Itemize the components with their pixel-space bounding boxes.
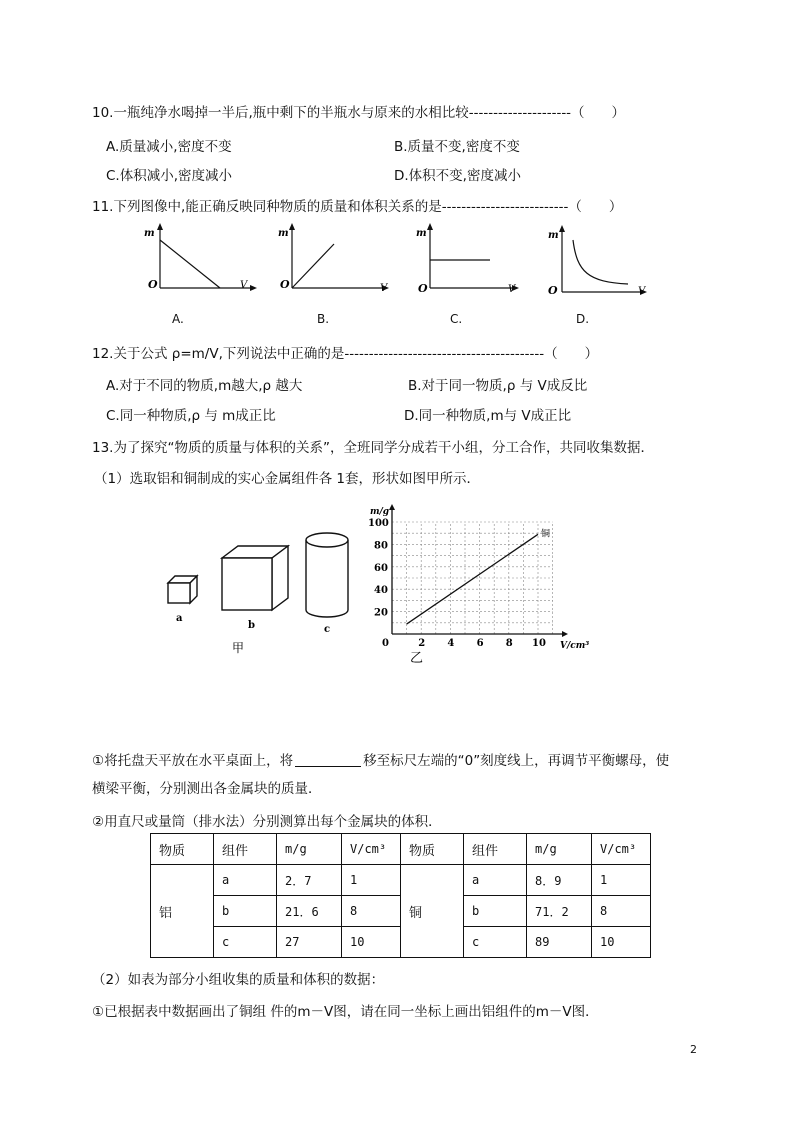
table-cell: 71．2 [527, 896, 592, 927]
table-cell: b [464, 896, 527, 927]
x-tick-label: 2 [418, 638, 426, 649]
x-axis-arrow [562, 631, 568, 637]
q13-step1-after: 移至标尺左端的“0”刻度线上，再调节平衡螺母，使 [363, 753, 670, 769]
q13-stem: 13.为了探究“物质的质量与体积的关系”，全班同学分成若干小组，分工合作，共同收集数据． [92, 440, 654, 456]
q11a-v-label: V [240, 280, 248, 291]
q13-step1 [92, 749, 669, 769]
figure-jia [160, 520, 360, 660]
q11-label-a: A. [172, 312, 184, 326]
q11b-origin-label: O [280, 278, 290, 291]
q11d-v-label: V [638, 286, 646, 297]
q11c-origin-label: O [418, 282, 428, 295]
table-cell: 1 [592, 865, 651, 896]
table-cell: 8 [342, 896, 401, 927]
x-tick-label: 4 [447, 638, 455, 649]
header-cell: m/g [277, 834, 342, 865]
q11-stem: 11.下列图像中,能正确反映同种物质的质量和体积关系的是--------------------------（ ） [92, 199, 623, 215]
y-tick-label: 40 [374, 585, 388, 597]
header-cell: V/cm³ [592, 834, 651, 865]
table-cell: 10 [342, 927, 401, 958]
q11c-m-label: m [416, 228, 427, 239]
q10-option-b: B.质量不变,密度不变 [394, 139, 520, 155]
x-tick-label: 6 [476, 638, 484, 649]
y-tick-label: 80 [374, 540, 388, 552]
answer-blank[interactable] [295, 752, 361, 767]
header-cell: 组件 [464, 834, 527, 865]
q10-option-d: D.体积不变,密度减小 [394, 168, 521, 184]
header-cell: m/g [527, 834, 592, 865]
table-cell: c [214, 927, 277, 958]
series-line-copper [407, 534, 538, 624]
cylinder-c [306, 533, 348, 617]
table-cell: 8．9 [527, 865, 592, 896]
q11b-m-label: m [278, 228, 289, 239]
q13-step1-before: ①将托盘天平放在水平桌面上，将 [92, 753, 294, 769]
q11d-m-label: m [548, 230, 559, 241]
q12-option-d: D.同一种物质,m与 V成正比 [404, 408, 572, 424]
q13-part1: （1）选取铝和铜制成的实心金属组件各 1套，形状如图甲所示． [94, 471, 480, 487]
table-cell: 89 [527, 927, 592, 958]
q10-option-c: C.体积减小,密度减小 [106, 168, 233, 184]
q11d-origin-label: O [548, 284, 558, 297]
table-cell: 1 [342, 865, 401, 896]
cube-b [222, 546, 288, 610]
q10-option-a: A.质量减小,密度不变 [106, 139, 232, 155]
y-tick-label: 100 [368, 518, 389, 529]
q11a-origin-label: O [148, 278, 158, 291]
q11-graph-d [540, 222, 660, 300]
table-cell: 21．6 [277, 896, 342, 927]
page-number: 2 [690, 1043, 697, 1056]
y-axis-arrow [389, 504, 395, 510]
material-cell: 铝 [151, 865, 214, 958]
table-cell: a [464, 865, 527, 896]
cube-a [168, 576, 197, 603]
y-axis-label: m/g [370, 507, 390, 517]
table-cell: b [214, 896, 277, 927]
table-cell: 27 [277, 927, 342, 958]
table-cell: c [464, 927, 527, 958]
table-cell: 8 [592, 896, 651, 927]
q11a-m-label: m [144, 228, 155, 239]
q13-part2-question: ①已根据表中数据画出了铜组 件的m－V图，请在同一坐标上画出铝组件的m－V图． [92, 1004, 599, 1020]
table-cell: a [214, 865, 277, 896]
table-header-row [151, 834, 651, 865]
y-tick-label: 20 [374, 607, 388, 619]
q13-part2: （2）如表为部分小组收集的质量和体积的数据： [92, 972, 385, 988]
q11-label-b: B. [317, 312, 330, 326]
material-cell: 铜 [401, 865, 464, 958]
table-cell: 10 [592, 927, 651, 958]
q11-graph-a [140, 222, 260, 300]
piece-a-label: a [176, 613, 183, 624]
x-tick-label: 10 [532, 638, 546, 649]
header-cell: 物质 [401, 834, 464, 865]
header-cell: V/cm³ [342, 834, 401, 865]
q11-graph-b [276, 222, 396, 300]
q12-option-c: C.同一种物质,ρ 与 m成正比 [106, 408, 276, 424]
q12-stem: 12.关于公式 ρ=m/V,下列说法中正确的是-----------------------------------------（ ） [92, 346, 599, 362]
header-cell: 物质 [151, 834, 214, 865]
y-tick-label: 60 [374, 562, 388, 574]
table-cell: 2．7 [277, 865, 342, 896]
q11-label-c: C. [450, 312, 463, 326]
q13-step2: ②用直尺或量筒（排水法）分别测算出每个金属块的体积． [92, 814, 442, 830]
chart-caption: 乙 [410, 651, 424, 666]
x-axis-label: V/cm³ [560, 641, 590, 651]
series-label: 铜 [541, 529, 551, 540]
q11-graph-c [412, 222, 532, 300]
q12-option-b: B.对于同一物质,ρ 与 V成反比 [408, 378, 588, 394]
q12-option-a: A.对于不同的物质,m越大,ρ 越大 [106, 378, 303, 394]
table-row [151, 865, 651, 896]
q10-stem: 10.一瓶纯净水喝掉一半后,瓶中剩下的半瓶水与原来的水相比较---------------------（ ） [92, 105, 626, 121]
q13-step1-line2: 横梁平衡，分别测出各金属块的质量． [92, 781, 322, 797]
x-tick-label: 8 [505, 638, 513, 649]
q11b-v-label: V [380, 283, 388, 294]
piece-c-label: c [324, 624, 331, 635]
piece-b-label: b [248, 620, 255, 631]
chart-yi [360, 500, 590, 668]
origin-label: 0 [382, 638, 389, 649]
data-table [150, 833, 651, 958]
figure-jia-caption: 甲 [232, 641, 245, 655]
q11-label-d: D. [576, 312, 590, 326]
header-cell: 组件 [214, 834, 277, 865]
q11c-v-label: V [508, 284, 516, 295]
